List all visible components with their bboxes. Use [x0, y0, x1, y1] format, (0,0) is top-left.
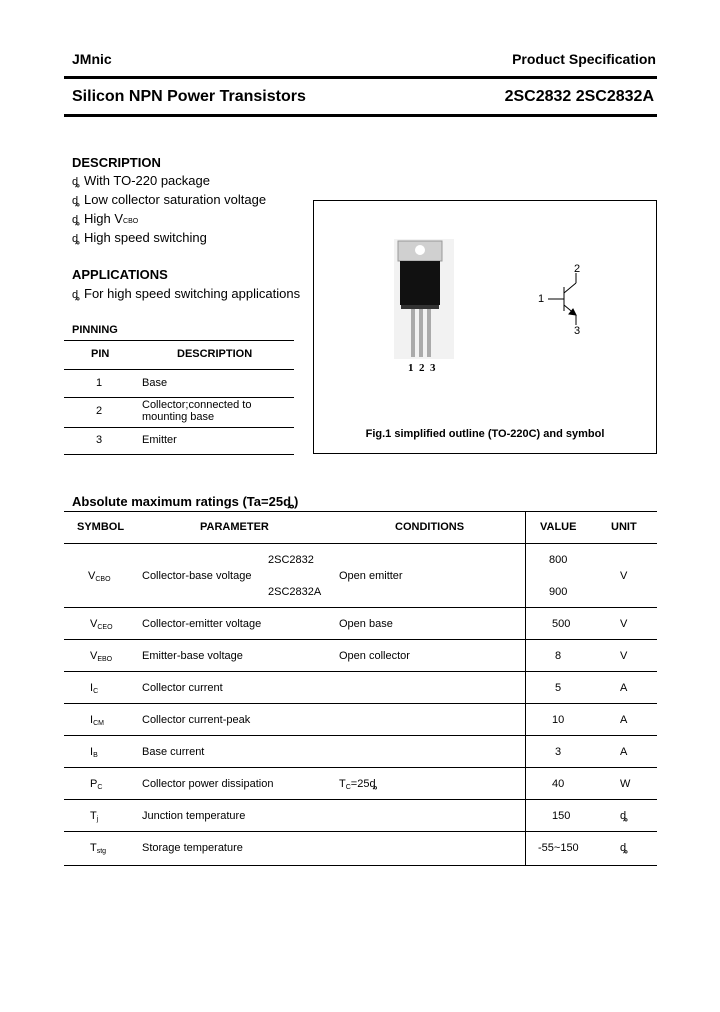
- table-row-unit: A: [620, 714, 628, 726]
- table-row-value: 3: [555, 746, 562, 758]
- list-item: ȡ High V $_{CBO}$: [72, 211, 139, 226]
- divider: [64, 369, 294, 370]
- table-row-value: 10: [552, 714, 565, 726]
- table-row-unit: ȡ: [620, 810, 628, 822]
- header-rule: [64, 76, 657, 79]
- conditions-header: CONDITIONS: [395, 521, 465, 533]
- table-row-unit: V: [620, 618, 628, 630]
- table-row-unit: V: [620, 570, 628, 582]
- divider: [64, 340, 294, 341]
- table-row-param: Collector current-peak: [142, 714, 251, 726]
- variant-label: 2SC2832A: [268, 586, 322, 598]
- package-pin-labels: 1 2 3: [408, 362, 436, 374]
- pin-description-header: DESCRIPTION: [177, 348, 253, 360]
- value-header: VALUE: [540, 521, 577, 533]
- variant-label: 2SC2832: [268, 554, 314, 566]
- table-row-param: Collector-base voltage: [142, 570, 252, 582]
- list-item: ȡ Low collector saturation voltage: [72, 192, 267, 207]
- list-item: ȡ High speed switching: [72, 230, 207, 245]
- divider: [64, 735, 657, 736]
- table-row-value: -55~150: [538, 842, 579, 854]
- pinning-heading: PINNING: [72, 324, 118, 336]
- npn-symbol: [548, 273, 576, 325]
- table-row-param: Collector power dissipation: [142, 778, 274, 790]
- table-row-symbol: $T_{stg}$: [90, 842, 107, 855]
- table-row-cond: Open emitter: [339, 570, 403, 582]
- symbol-pin-1: 1: [538, 293, 545, 305]
- divider: [64, 767, 657, 768]
- table-row-symbol: $V_{EBO}$: [90, 650, 113, 663]
- pin-number: 2: [96, 405, 103, 417]
- ratings-heading: Absolute maximum ratings (Ta=25ȡ): [72, 494, 299, 509]
- figure-box: [313, 200, 657, 454]
- table-row-unit: A: [620, 682, 628, 694]
- divider: [64, 799, 657, 800]
- divider: [64, 397, 294, 398]
- symbol-pin-2: 2: [574, 263, 581, 275]
- table-row-symbol: $I_{CM}$: [90, 714, 104, 727]
- pin-desc: Emitter: [142, 434, 177, 446]
- figure-drawing: [314, 201, 656, 453]
- table-row-symbol: $V_{CBO}$: [88, 570, 111, 583]
- applications-heading: APPLICATIONS: [72, 267, 168, 282]
- table-row-symbol: $T_j$: [90, 810, 99, 823]
- divider: [525, 543, 526, 865]
- pin-number: 3: [96, 434, 103, 446]
- table-row-cond: $T_C=25ȡ$: [339, 778, 377, 791]
- part-numbers: 2SC2832 2SC2832A: [504, 88, 654, 105]
- table-row-symbol: $I_C$: [90, 682, 99, 695]
- table-row-value: 8: [555, 650, 562, 662]
- title-rule: [64, 114, 657, 117]
- symbol-pin-3: 3: [574, 325, 581, 337]
- table-row-unit: A: [620, 746, 628, 758]
- table-row-value: 150: [552, 810, 571, 822]
- list-item: ȡ For high speed switching applications: [72, 286, 301, 301]
- divider: [64, 703, 657, 704]
- divider: [64, 607, 657, 608]
- divider: [64, 427, 294, 428]
- table-row-param: Storage temperature: [142, 842, 243, 854]
- to220-package-image: [394, 239, 454, 359]
- table-row-param: Collector-emitter voltage: [142, 618, 262, 630]
- pin-desc: Collector;connected to mounting base: [142, 399, 252, 423]
- table-row-symbol: $P_C$: [90, 778, 103, 791]
- description-list: [72, 173, 266, 249]
- divider: [64, 454, 294, 455]
- parameter-header: PARAMETER: [200, 521, 269, 533]
- divider: [64, 831, 657, 832]
- divider: [525, 511, 526, 543]
- pin-number: 1: [96, 377, 103, 389]
- figure-caption: Fig.1 simplified outline (TO-220C) and symbol: [365, 428, 605, 440]
- divider: [64, 543, 657, 544]
- table-row-param: Collector current: [142, 682, 223, 694]
- list-item: ȡ With TO-220 package: [72, 173, 210, 188]
- table-row-unit: W: [620, 778, 631, 790]
- symbol-header: SYMBOL: [77, 521, 125, 533]
- table-row-value: 500: [552, 618, 571, 630]
- brand-name: JMnic: [72, 51, 112, 67]
- table-row-value: 800: [549, 554, 568, 566]
- table-row-value: 5: [555, 682, 562, 694]
- doc-type: Product Specification: [512, 51, 656, 67]
- description-heading: DESCRIPTION: [72, 155, 161, 170]
- table-row-param: Junction temperature: [142, 810, 246, 822]
- table-row-cond: Open base: [339, 618, 393, 630]
- table-row-unit: V: [620, 650, 628, 662]
- divider: [64, 865, 657, 866]
- table-row-value: 900: [549, 586, 568, 598]
- table-row-param: Base current: [142, 746, 205, 758]
- pin-header: PIN: [91, 348, 110, 360]
- divider: [64, 511, 657, 512]
- table-row-symbol: $V_{CEO}$: [90, 618, 113, 631]
- divider: [64, 671, 657, 672]
- table-row-value: 40: [552, 778, 565, 790]
- table-row-symbol: $I_B$: [90, 746, 98, 759]
- divider: [64, 639, 657, 640]
- table-row-cond: Open collector: [339, 650, 410, 662]
- unit-header: UNIT: [611, 521, 637, 533]
- doc-title: Silicon NPN Power Transistors: [72, 88, 306, 105]
- table-row-unit: ȡ: [620, 842, 628, 854]
- table-row-param: Emitter-base voltage: [142, 650, 243, 662]
- pin-desc: Base: [142, 377, 168, 389]
